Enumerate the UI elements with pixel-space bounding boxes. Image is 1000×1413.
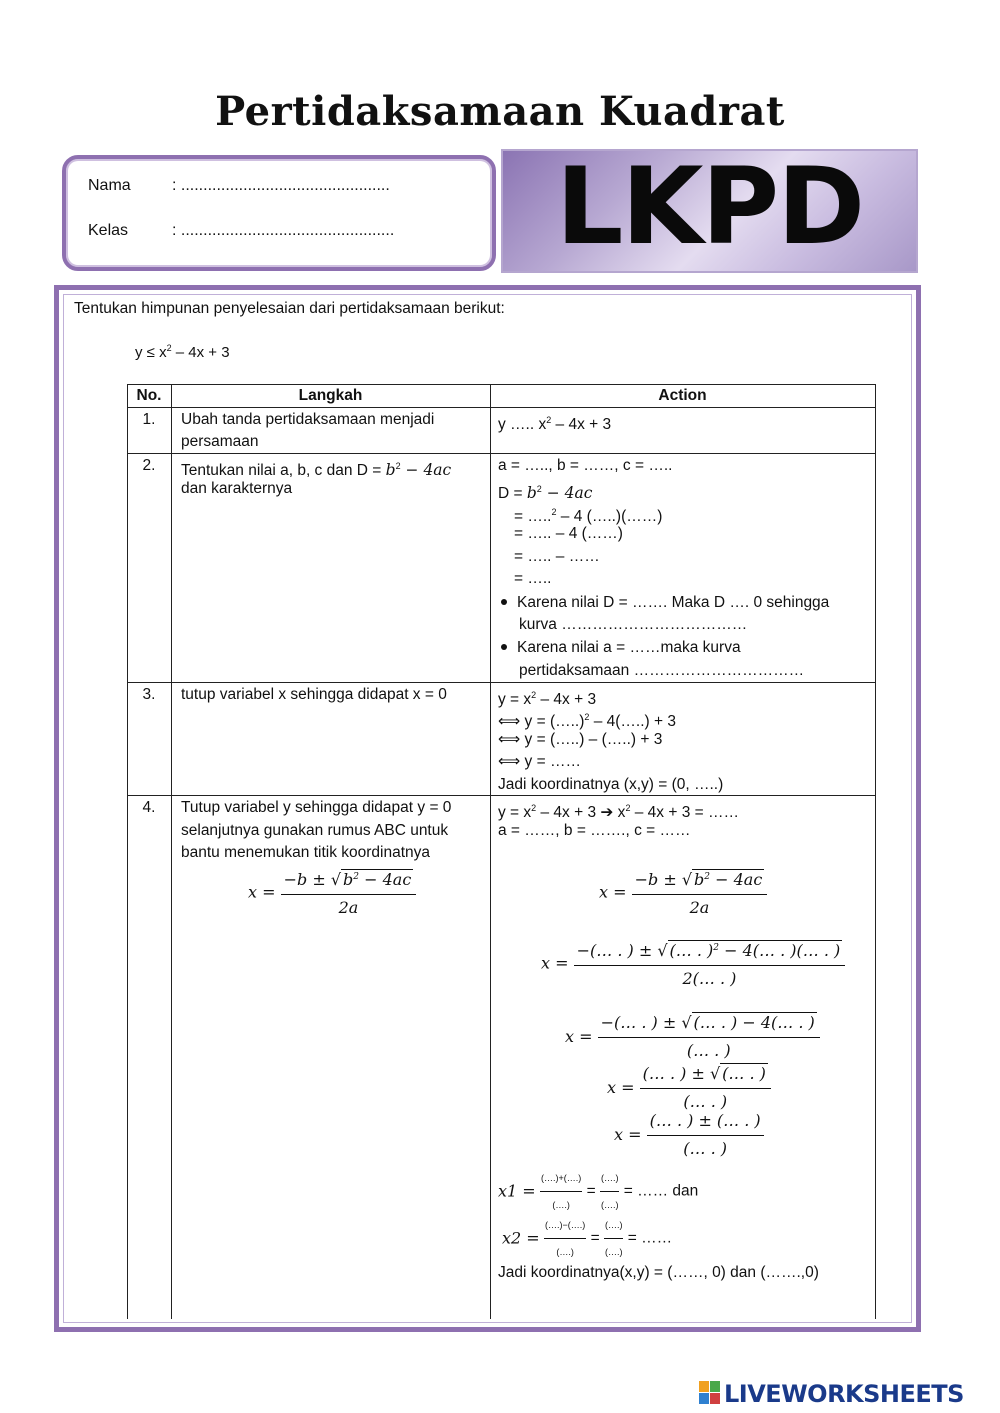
row2-langkah-2: dan karakternya bbox=[181, 480, 293, 497]
row2-action-step4[interactable]: = ….. bbox=[514, 570, 552, 587]
row3-action-5[interactable]: Jadi koordinatnya (x,y) = (0, …..) bbox=[498, 776, 724, 793]
row3-action-3[interactable]: ⟺ y = (…..) – (…..) + 3 bbox=[498, 731, 663, 748]
nama-row bbox=[88, 177, 390, 195]
instruction: Tentukan himpunan penyelesaian dari pertidaksamaan berikut: bbox=[74, 300, 505, 317]
row2-bullet-1[interactable]: Karena nilai D = ……. Maka D …. 0 sehingga bbox=[498, 592, 829, 615]
liveworksheets-logo-icon bbox=[699, 1381, 721, 1405]
row4-conclusion[interactable]: Jadi koordinatnya(x,y) = (……, 0) dan (…….,0) bbox=[498, 1264, 819, 1281]
row2-no: 2. bbox=[142, 457, 156, 474]
row4-action-2[interactable]: a = ……, b = ……., c = …… bbox=[498, 822, 691, 839]
row2-action-step3[interactable]: = ….. – …… bbox=[514, 548, 600, 565]
row3-action-4[interactable]: ⟺ y = …… bbox=[498, 753, 581, 770]
formula-step-3[interactable]: x = $\frac{-(\dots . ) \pm √ (\dots . ) - 4(\dots . )}{(\dots . )}$ bbox=[565, 1012, 820, 1062]
row1-no: 1. bbox=[142, 411, 156, 428]
row2-action-abc[interactable]: a = ….., b = ……, c = ….. bbox=[498, 457, 673, 474]
row4-action-1[interactable]: $y = x^2 - 4x + 3$ ➔ $x^2 - 4x + 3$ = …… bbox=[498, 803, 740, 821]
identity-box bbox=[62, 155, 496, 271]
row3-no: 3. bbox=[142, 686, 156, 703]
row1-action[interactable]: y ….. $x^2 - 4x + 3$ bbox=[498, 415, 612, 433]
row4-langkah-2: selanjutnya gunakan rumus ABC untuk bbox=[181, 822, 449, 839]
kelas-label: Kelas bbox=[88, 222, 129, 239]
nama-label: Nama bbox=[88, 177, 131, 194]
row2-bullet-2[interactable]: Karena nilai a = ……maka kurva bbox=[498, 637, 741, 660]
formula-step-4[interactable]: x = $\frac{(\dots . ) \pm √ (\dots . )}{(\dots . )}$ bbox=[607, 1063, 771, 1113]
row4-langkah-3: bantu menemukan titik koordinatnya bbox=[181, 844, 431, 861]
row2-bullet-1b[interactable]: kurva ……………………………… bbox=[519, 616, 748, 633]
header-action: Action bbox=[658, 387, 707, 404]
x2-line[interactable]: x2 = $\frac{(\dots.)-(\dots.)}{(\dots.)}$ = $\frac{(\dots.)}{(\dots.)}$ = …… bbox=[502, 1214, 672, 1263]
row2-bullet-2b[interactable]: pertidaksamaan …………………………… bbox=[519, 662, 805, 679]
x1-line[interactable]: x1 = $\frac{(\dots.)+(\dots.)}{(\dots.)}$ = $\frac{(\dots.)}{(\dots.)}$ = …… dan bbox=[498, 1167, 698, 1216]
formula-step-5[interactable]: x = $\frac{(\dots . ) \pm (\dots . )}{(\dots . )}$ bbox=[614, 1110, 764, 1160]
row2-action-d[interactable]: $D = b^2 - 4ac$ bbox=[498, 484, 593, 502]
row4-no: 4. bbox=[142, 799, 156, 816]
row3-action-1[interactable]: $y = x^2 - 4x + 3$ bbox=[498, 690, 597, 708]
abc-formula-right: x = $\frac{-b \pm √ b^2 - 4ac}{2a}$ bbox=[599, 866, 767, 919]
inequality: $y \le x^2 - 4x + 3$ bbox=[135, 343, 230, 361]
row4-langkah-1: Tutup variabel y sehingga didapat y = 0 bbox=[181, 799, 452, 816]
kelas-row bbox=[88, 222, 394, 240]
nama-field[interactable]: : ............................................... bbox=[172, 177, 390, 194]
row3-langkah: tutup variabel x sehingga didapat x = 0 bbox=[181, 686, 447, 703]
liveworksheets-logo: LIVEWORKSHEETS bbox=[724, 1380, 964, 1408]
lkpd-badge bbox=[501, 145, 918, 273]
row3-action-2[interactable]: ⟺ y = (…..)$^2$ – 4(…..) + 3 bbox=[498, 712, 676, 730]
header-langkah: Langkah bbox=[298, 387, 363, 404]
abc-formula-left: x = $\frac{-b \pm √ b^2 - 4ac}{2a}$ bbox=[248, 866, 416, 919]
formula-step-2[interactable]: x = $\frac{-(\dots . ) \pm √ (\dots . )^2 - 4(\dots . )(\dots . )}{2(\dots . )}$ bbox=[541, 937, 845, 990]
lkpd-text: LKPD bbox=[555, 145, 864, 268]
row1-langkah-2: persamaan bbox=[181, 433, 259, 450]
row2-action-step2[interactable]: = ….. – 4 (……) bbox=[514, 525, 623, 542]
page-title: Pertidaksamaan Kuadrat bbox=[215, 88, 785, 135]
row1-langkah-1: Ubah tanda pertidaksamaan menjadi bbox=[181, 411, 435, 428]
row2-langkah-1: Tentukan nilai a, b, c dan $D = b^2 - 4ac$ bbox=[181, 461, 452, 479]
kelas-field[interactable]: : ................................................ bbox=[172, 222, 395, 239]
row2-action-step1[interactable]: = …..$^2$ – 4 (…..)(……) bbox=[514, 507, 663, 525]
header-no: No. bbox=[136, 387, 162, 404]
